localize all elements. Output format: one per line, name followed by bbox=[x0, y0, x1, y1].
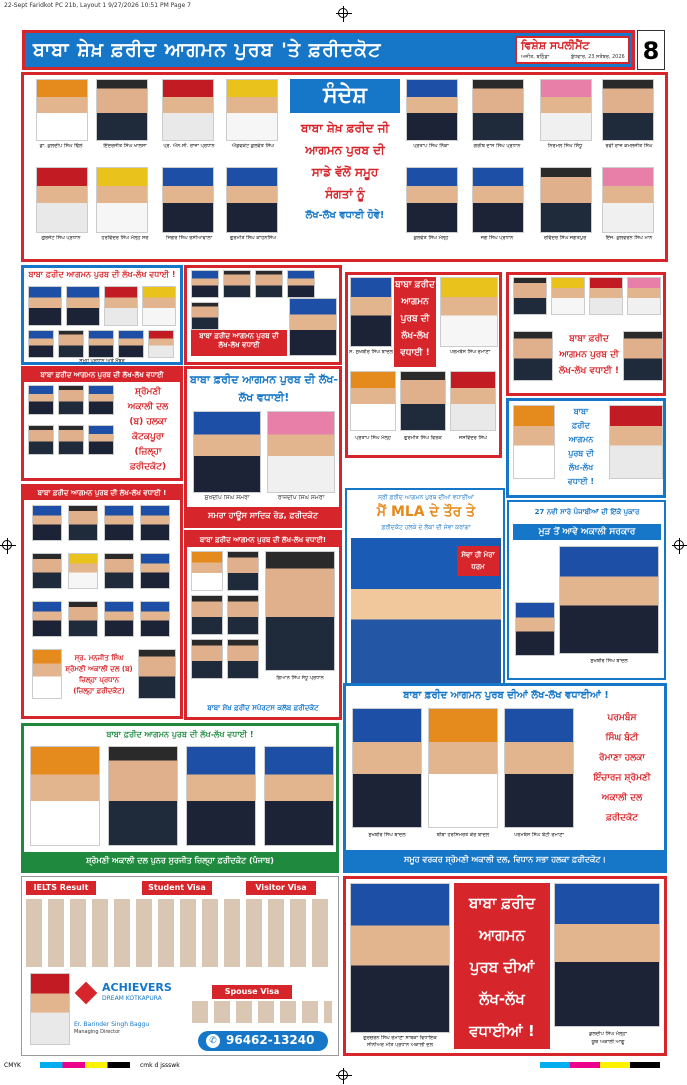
color-bar bbox=[40, 1062, 130, 1068]
portrait bbox=[191, 595, 223, 635]
portrait bbox=[108, 746, 178, 846]
ad-left-mid bbox=[21, 484, 183, 719]
ad-caption: ਸਮੂਹ ਪ੍ਰਧਾਨ ਅਤੇ ਮੈਂਬਰ bbox=[79, 358, 125, 364]
ad-body-line: ਕੋਟਕਪੂਰਾ bbox=[131, 432, 164, 442]
portrait-caption: ਗਰੀਬ ਦਾਸ ਸਿੰਘ ਪ੍ਰਧਾਨ bbox=[473, 143, 521, 149]
portrait bbox=[191, 551, 223, 591]
portrait bbox=[88, 330, 114, 358]
registration-mark-left bbox=[2, 540, 12, 550]
portrait bbox=[350, 883, 450, 1033]
ad-body-line: ਲੱਖ-ਲੱਖ bbox=[401, 331, 429, 341]
portrait bbox=[32, 505, 62, 541]
ad-right-top bbox=[506, 272, 666, 396]
ad-left-top bbox=[21, 265, 183, 365]
page-number: 8 bbox=[637, 30, 665, 70]
ad-body-line: ਪੁਰਬ ਦੀ bbox=[400, 314, 430, 324]
phone-icon: ✆ bbox=[206, 1034, 220, 1048]
ad-headline: ਮੈਂ MLA ਦੇ ਤੌਰ ਤੇ bbox=[376, 504, 476, 520]
ad-body-line: (ਬ) ਹਲਕਾ bbox=[129, 417, 167, 427]
portrait bbox=[267, 411, 335, 493]
portrait-caption: ਸ. ਸੁਖਬੀਰ ਸਿੰਘ ਬਾਦਲ bbox=[349, 349, 393, 355]
ad-body-line: (ਜ਼ਿਲ੍ਹਾ ਫ਼ਰੀਦਕੋਟ) bbox=[73, 687, 125, 695]
achievers-logo-icon bbox=[75, 982, 98, 1005]
registration-mark-bottom bbox=[338, 1070, 348, 1080]
portrait-caption: ਜਗ ਸਿੰਘ ਪ੍ਰਧਾਨ bbox=[480, 235, 514, 241]
portrait-caption: ਹਰਵਿੰਦਰ ਸਿੰਘ ਮੱਲ੍ਹ ਸਰ bbox=[101, 235, 149, 241]
portrait-caption: ਇੰਜ. ਕੁਲਵਰਨ ਸਿੰਘ ਮਾਨ bbox=[605, 235, 653, 241]
portrait-caption: ਪਰਮਬੰਸ ਸਿੰਘ ਰੋਮਾਣਾ bbox=[449, 349, 491, 355]
sandesh-section bbox=[21, 72, 668, 262]
portrait bbox=[609, 405, 663, 479]
portrait bbox=[400, 371, 446, 431]
ad-body-line: ਸ਼੍ਰੋਮਣੀ bbox=[134, 387, 162, 397]
portrait bbox=[513, 331, 553, 381]
portrait bbox=[227, 551, 259, 591]
ad-body-line: ਆਗਮਨ bbox=[401, 297, 429, 307]
spouse-visa-label: Spouse Visa bbox=[212, 985, 292, 999]
ad-body bbox=[394, 277, 436, 367]
ad-body bbox=[557, 331, 621, 381]
ad-footer: ਸਮਰਾ ਹਾਊਸ ਸਾਦਿਕ ਰੋਡ, ਫ਼ਰੀਦਕੋਟ bbox=[187, 507, 339, 525]
masthead-title: ਬਾਬਾ ਸ਼ੇਖ਼ ਫ਼ਰੀਦ ਆਗਮਨ ਪੁਰਬ 'ਤੇ ਫ਼ਰੀਦਕੋਟ bbox=[33, 39, 382, 61]
ad-body-line: ਜ਼ਿਲ੍ਹਾ ਪ੍ਰਧਾਨ bbox=[79, 676, 119, 684]
portrait bbox=[88, 425, 114, 455]
ad-body-line: ਸ਼੍ਰੋਮਣੀ ਅਕਾਲੀ ਦਲ (ਬ) bbox=[65, 665, 133, 673]
portrait bbox=[140, 553, 170, 589]
portrait bbox=[162, 167, 214, 233]
portrait-caption: ਕੁਲਵੰਤ ਸਿੰਘ ਮੱਲ੍ਹ bbox=[413, 235, 449, 241]
portrait bbox=[140, 601, 170, 637]
registration-mark-top bbox=[338, 8, 348, 18]
portrait bbox=[36, 79, 88, 141]
portrait-caption: ਇੰਦਰਜੀਤ ਸਿੰਘ ਖਾਲਸਾ bbox=[103, 143, 147, 149]
portrait bbox=[138, 649, 176, 699]
ad-footer: ਬਾਬਾ ਸ਼ੇਖ਼ ਫ਼ਰੀਦ ਸਪੋਰਟਸ ਕਲੱਬ ਫ਼ਰੀਦਕੋਟ bbox=[187, 699, 339, 717]
ad-body-line: ਅਕਾਲੀ ਦਲ bbox=[127, 402, 169, 412]
portrait bbox=[472, 79, 524, 141]
portrait-caption: ਗੁਰਮੀਤ ਸਿੰਘ ਵਿਰਕ bbox=[404, 435, 442, 441]
portrait bbox=[32, 649, 62, 699]
portrait bbox=[513, 405, 555, 479]
ad-side-line: ਅਕਾਲੀ ਦਲ bbox=[601, 793, 643, 803]
name-caption: ਰਾਜਦੀਪ ਸਿੰਘ ਸਮਰਾ bbox=[277, 495, 325, 501]
portrait bbox=[30, 973, 70, 1045]
portrait-caption: ਐਡਵੋਕੇਟ ਕੁਲਵੰਤ ਸਿੰਘ bbox=[231, 143, 275, 149]
portrait bbox=[350, 277, 392, 347]
portrait bbox=[513, 277, 547, 315]
portrait bbox=[140, 505, 170, 541]
portrait bbox=[450, 371, 496, 431]
portrait bbox=[440, 277, 498, 347]
ad-header: ਬਾਬਾ ਫ਼ਰੀਦ ਆਗਮਨ ਪੁਰਬ ਦੀ ਲੱਖ-ਲੱਖ ਵਧਾਈ! bbox=[187, 533, 339, 547]
sandesh-line: ਲੱਖ-ਲੱਖ ਵਧਾਈ ਹੋਵੇ! bbox=[305, 210, 385, 221]
portrait-caption: ਕੁਲਦੀਪ ਸਿੰਘ ਮੱਲ੍ਹਾ bbox=[589, 1031, 627, 1037]
sandesh-line: ਸੰਗਤਾਂ ਨੂੰ bbox=[325, 187, 365, 201]
portrait bbox=[589, 277, 623, 315]
portrait bbox=[142, 286, 176, 326]
student-visa-label: Student Visa bbox=[142, 881, 212, 895]
ad-body bbox=[64, 653, 134, 699]
phone-number: 96462-13240 bbox=[226, 1033, 315, 1047]
portrait bbox=[32, 553, 62, 589]
registration-mark-right bbox=[674, 540, 684, 550]
portrait bbox=[428, 708, 498, 828]
ad-body-line: ਆਗਮਨ bbox=[568, 435, 594, 444]
ad-sub: ਫ਼ਰੀਦਕੋਟ ਹਲਕੇ ਦੇ ਲੋਕਾਂ ਦੀ ਸੇਵਾ ਕਰਾਂਗਾ bbox=[381, 524, 471, 531]
portrait bbox=[148, 330, 174, 358]
ad-side-line: ਇੰਚਾਰਜ ਸ਼੍ਰੋਮਣੀ bbox=[593, 773, 651, 783]
ad-akali-kotkapura bbox=[21, 366, 183, 481]
portrait bbox=[226, 79, 278, 141]
visitor-visa-label: Visitor Visa bbox=[246, 881, 316, 895]
portrait bbox=[30, 746, 100, 846]
portrait bbox=[58, 425, 84, 455]
ad-footer: ਸ਼੍ਰੋਮਣੀ ਅਕਾਲੀ ਦਲ ਪੁਨਰ ਸੁਰਜੀਤ ਜ਼ਿਲ੍ਹਾ ਫ਼ਰੀਦਕੋਟ (ਪੰਜਾਬ) bbox=[24, 852, 336, 870]
portrait bbox=[96, 167, 148, 233]
ad-side bbox=[582, 708, 662, 838]
ad-body-line: ਫ਼ਰੀਦਕੋਟ) bbox=[129, 462, 167, 472]
ad-body-line: ਆਗਮਨ ਪੁਰਬ ਦੀ bbox=[559, 350, 619, 360]
ad-body-line: (ਜ਼ਿਲ੍ਹਾ bbox=[134, 447, 162, 457]
supplement-box bbox=[515, 36, 630, 64]
footer-code: cmk d jssswk bbox=[140, 1062, 180, 1069]
portrait bbox=[623, 331, 663, 381]
portrait-caption: ਡਾ. ਕੁਲਦੀਪ ਸਿੰਘ ਢਿੱਲੋਂ bbox=[39, 143, 83, 149]
portrait bbox=[96, 79, 148, 141]
sandesh-line: ਆਗਮਨ ਪੁਰਬ ਦੀ bbox=[305, 143, 385, 157]
ad-body bbox=[454, 883, 550, 1049]
ielts-label: IELTS Result bbox=[26, 881, 96, 895]
portrait bbox=[540, 167, 592, 233]
portrait bbox=[627, 277, 661, 315]
ad-body bbox=[557, 405, 605, 491]
ad-body-line: ਬਾਬਾ ਫ਼ਰੀਦ bbox=[468, 894, 536, 912]
name-caption: ਗਿਆਨ ਸਿੰਘ ਸੰਧੂ ਪ੍ਰਧਾਨ bbox=[276, 675, 324, 681]
portrait bbox=[540, 79, 592, 141]
portrait bbox=[223, 270, 251, 298]
portrait-caption: ਪ੍ਰਤਾਪ ਸਿੰਘ ਨਿੱਕਾ bbox=[413, 143, 449, 149]
supplement-label: ਵਿਸ਼ੇਸ਼ ਸਪਲੀਮੈਂਟ bbox=[521, 39, 590, 52]
portrait bbox=[406, 167, 458, 233]
ad-header: ਬਾਬਾ ਫ਼ਰੀਦ ਆਗਮਨ ਪੁਰਬ ਦੀ ਲੱਖ-ਲੱਖ ਵਧਾਈ ! bbox=[24, 268, 180, 282]
ad-vadhaiyan bbox=[343, 683, 667, 873]
ad-samra bbox=[184, 366, 342, 528]
masthead bbox=[22, 30, 635, 70]
ad-header: ਬਾਬਾ ਫ਼ਰੀਦ ਆਗਮਨ ਪੁਰਬ ਦੀ ਲੱਖ-ਲੱਖ ਵਧਾਈ bbox=[24, 369, 180, 382]
portrait bbox=[104, 286, 138, 326]
ad-headline: 27 ਨਵੀ ਸਾਰੇ ਪੰਜਾਬੀਆਂ ਦੀ ਇੱਕੋ ਪੁਕਾਰ bbox=[534, 508, 640, 516]
sandesh-message bbox=[286, 117, 404, 227]
portrait-caption: ਯੂਥ ਅਕਾਲੀ ਆਗੂ bbox=[591, 1039, 625, 1045]
portrait bbox=[602, 167, 654, 233]
portrait bbox=[287, 270, 315, 298]
portrait bbox=[551, 277, 585, 315]
ad-achievers bbox=[21, 876, 339, 1056]
director-title: Managing Director bbox=[74, 1029, 121, 1035]
director-name: Er. Barinder Singh Baggu bbox=[74, 1021, 150, 1028]
ad-agaman-small bbox=[184, 530, 342, 720]
ad-header: ਬਾਬਾ ਫ਼ਰੀਦ ਆਗਮਨ ਪੁਰਬ ਦੀ ਲੱਖ-ਲੱਖ ਵਧਾਈ ! bbox=[106, 730, 254, 739]
portrait-caption: ਨਿਰਮਲ ਸਿੰਘ ਸਿੱਧੂ bbox=[547, 143, 583, 149]
portrait bbox=[191, 270, 219, 298]
portrait bbox=[58, 330, 84, 358]
portrait bbox=[504, 708, 574, 828]
color-bar bbox=[540, 1062, 660, 1068]
portrait bbox=[104, 553, 134, 589]
ad-body-line: ਪੁਰਬ ਦੀ bbox=[568, 449, 594, 458]
portrait-caption: ਪ੍ਰੋ. ਐਨ.ਸੀ. ਰਾਜਾ ਪ੍ਰਧਾਨ bbox=[163, 143, 215, 149]
portrait-caption: ਪ੍ਰਤਾਪ ਸਿੰਘ ਮੱਲ੍ਹ bbox=[355, 435, 391, 441]
ad-side-line: ਪਰਮਬੰਸ bbox=[607, 713, 637, 723]
masthead-date: ਬੁੱਧਵਾਰ, 23 ਸਤੰਬਰ, 2026 bbox=[571, 54, 625, 60]
ad-header: ਬਾਬਾ ਫ਼ਰੀਦ ਆਗਮਨ ਪੁਰਬ ਦੀ ਲੱਖ-ਲੱਖ ਵਧਾਈ! bbox=[190, 373, 338, 404]
portrait bbox=[559, 546, 659, 654]
portrait bbox=[472, 167, 524, 233]
portrait bbox=[255, 270, 283, 298]
ad-center-top bbox=[184, 265, 342, 365]
ad-footer: ਸਮੂਹ ਵਰਕਰ ਸ਼੍ਰੋਮਣੀ ਅਕਾਲੀ ਦਲ, ਵਿਧਾਨ ਸਭਾ ਹਲਕਾ ਫ਼ਰੀਦਕੋਟ। bbox=[346, 850, 664, 870]
student-photo-grid bbox=[26, 899, 332, 967]
portrait-caption: ਬੀਬਾ ਹਰਸਿਮਰਤ ਕੌਰ ਬਾਦਲ bbox=[436, 832, 490, 838]
portrait-caption: ਸੁਖਬੀਰ ਸਿੰਘ ਬਾਦਲ bbox=[368, 832, 406, 838]
portrait bbox=[66, 286, 100, 326]
portrait-caption: ਪਰਮਬੰਸ ਸਿੰਘ ਬੰਟੀ ਰੋਮਾਣਾ bbox=[514, 832, 564, 838]
portrait bbox=[162, 79, 214, 141]
portrait-caption: ਰਵਿੰਦਰ ਸਿੰਘ ਜਗਤਪੁਰ bbox=[543, 235, 587, 241]
portrait bbox=[186, 746, 256, 846]
brand-sub: DREAM KOTKAPURA bbox=[102, 995, 162, 1002]
ad-body-line: ਲੱਖ-ਲੱਖ bbox=[568, 463, 594, 472]
portrait bbox=[191, 302, 219, 330]
ad-body bbox=[118, 385, 178, 477]
portrait bbox=[88, 385, 114, 415]
ad-body-line: ਬਾਬਾ bbox=[573, 407, 589, 416]
phone-pill bbox=[198, 1031, 328, 1051]
portrait bbox=[104, 601, 134, 637]
sandesh-title: ਸੰਦੇਸ਼ bbox=[290, 79, 400, 113]
cmyk-label: CMYK bbox=[4, 1062, 21, 1069]
portrait bbox=[58, 385, 84, 415]
portrait bbox=[352, 708, 422, 828]
portrait bbox=[289, 298, 337, 356]
ad-body-line: ਪੁਰਬ ਦੀਆਂ bbox=[469, 958, 535, 976]
portrait bbox=[226, 167, 278, 233]
ad-akali-sarkar bbox=[507, 500, 666, 680]
portrait-caption: ਰਵੀ ਰਾਜ ਕਮਲਜੀਤ ਸਿੰਘ bbox=[605, 143, 653, 149]
portrait-caption: ਗੁਰਚਰਨ ਸਿੰਘ ਰੋਮਾਣਾ ਸਾਬਕਾ ਵਿਧਾਇਕ bbox=[363, 1035, 437, 1041]
portrait bbox=[68, 601, 98, 637]
portrait-caption: ਸੁਖਬੀਰ ਸਿੰਘ ਬਾਦਲ bbox=[590, 658, 628, 664]
ad-subtitle: ਬਾਬਾ ਫ਼ਰੀਦ ਆਗਮਨ ਪੁਰਬ ਦੀ ਲੱਖ-ਲੱਖ ਵਧਾਈ bbox=[191, 330, 287, 356]
ad-badge: ਸੇਵਾ ਹੀ ਮੇਰਾ ਧਰਮ bbox=[457, 546, 499, 576]
ad-body-line: ਲੱਖ-ਲੱਖ bbox=[479, 990, 525, 1008]
portrait bbox=[68, 505, 98, 541]
portrait bbox=[554, 883, 660, 1027]
portrait bbox=[28, 286, 62, 326]
portrait-caption: ਗੁਰਮੀਤ ਸਿੰਘ ਕਾਹਨਸਿੰਘ bbox=[229, 235, 277, 241]
portrait bbox=[191, 639, 223, 679]
portrait bbox=[406, 79, 458, 141]
portrait bbox=[193, 411, 261, 493]
ad-side-line: ਸਿੰਘ ਬੰਟੀ bbox=[605, 733, 639, 743]
spouse-photo-grid bbox=[192, 1001, 332, 1023]
portrait bbox=[68, 553, 98, 589]
portrait bbox=[118, 330, 144, 358]
portrait bbox=[602, 79, 654, 141]
ad-sukhbir bbox=[345, 272, 502, 458]
ad-body-line: ਬਾਬਾ ਫ਼ਰੀਦ bbox=[395, 280, 435, 290]
ad-slogan: ਮੁੜ ਤੋਂ ਆਵੇ ਅਕਾਲੀ ਸਰਕਾਰ bbox=[513, 524, 661, 540]
portrait bbox=[104, 505, 134, 541]
sandesh-line: ਬਾਬਾ ਸ਼ੇਖ਼ ਫ਼ਰੀਦ ਜੀ bbox=[300, 121, 390, 135]
masthead-city: ਅਜੀਤ, ਬਠਿੰਡਾ bbox=[521, 54, 550, 60]
ad-body-line: ਫ਼ਰੀਦ bbox=[572, 421, 590, 430]
ad-body-line: ਵਧਾਈ ! bbox=[567, 477, 595, 486]
ad-body-line: ਲੱਖ-ਲੱਖ ਵਧਾਈ ! bbox=[559, 366, 619, 376]
print-slug: 22-Sept Faridkot PC 21b, Layout 1 9/27/2026 10:51 PM Page 7 bbox=[4, 2, 191, 9]
portrait bbox=[350, 371, 396, 431]
ad-body-line: ਬਾਬਾ ਫ਼ਰੀਦ bbox=[569, 334, 609, 344]
brand-name: ACHIEVERS bbox=[102, 981, 172, 994]
portrait bbox=[227, 639, 259, 679]
ad-bottom-right bbox=[343, 876, 667, 1056]
portrait bbox=[265, 551, 335, 671]
portrait-caption: ਗੁਰਜੰਟ ਸਿੰਘ ਪ੍ਰਧਾਨ bbox=[41, 235, 81, 241]
portrait bbox=[227, 595, 259, 635]
portrait bbox=[36, 167, 88, 233]
portrait-caption: ਜਸਵਿੰਦਰ ਸਿੰਘ bbox=[459, 435, 487, 441]
ad-right-mid bbox=[506, 398, 666, 498]
ad-side-line: ਰੋਮਾਣਾ ਹਲਕਾ bbox=[599, 753, 645, 763]
ad-top: ਸ੍ਰੀ ਫ਼ਰੀਦ ਆਗਮਨ ਪੁਰਬ ਦੀਆਂ ਵਧਾਈਆਂ bbox=[378, 494, 474, 501]
portrait bbox=[28, 425, 54, 455]
ad-side-line: ਫ਼ਰੀਦਕੋਟ bbox=[605, 813, 639, 823]
ad-green bbox=[21, 723, 339, 873]
portrait-caption: ਜਿਗਰ ਸਿੰਘ ਰਸੀਆਵਾਲਾ bbox=[165, 235, 213, 241]
ad-header: ਬਾਬਾ ਫ਼ਰੀਦ ਆਗਮਨ ਪੁਰਬ ਦੀ ਲੱਖ-ਲੱਖ ਵਧਾਈ ! bbox=[24, 487, 180, 500]
portrait bbox=[515, 602, 555, 656]
ad-body-line: ਸ੍ਰ. ਮਨਜੀਤ ਸਿੰਘ bbox=[74, 654, 124, 662]
portrait bbox=[32, 601, 62, 637]
ad-body-line: ਆਗਮਨ bbox=[478, 926, 525, 944]
portrait-caption: ਸੀਨੀਅਰ ਮੀਤ ਪ੍ਰਧਾਨ ਅਕਾਲੀ ਦਲ bbox=[367, 1042, 433, 1048]
portrait bbox=[28, 330, 54, 358]
ad-body-line: ਵਧਾਈਆਂ ! bbox=[469, 1022, 535, 1040]
ad-header: ਬਾਬਾ ਫ਼ਰੀਦ ਆਗਮਨ ਪੁਰਬ ਦੀਆਂ ਲੱਖ-ਲੱਖ ਵਧਾਈਆਂ ! bbox=[403, 690, 609, 701]
portrait bbox=[264, 746, 334, 846]
sandesh-line: ਸਾਡੇ ਵੱਲੋਂ ਸਮੂਹ bbox=[311, 165, 379, 179]
name-caption: ਸੁਖਦੀਪ ਸਿੰਘ ਸਮਰਾ bbox=[204, 495, 250, 501]
portrait bbox=[28, 385, 54, 415]
ad-body-line: ਵਧਾਈ ! bbox=[400, 348, 430, 358]
